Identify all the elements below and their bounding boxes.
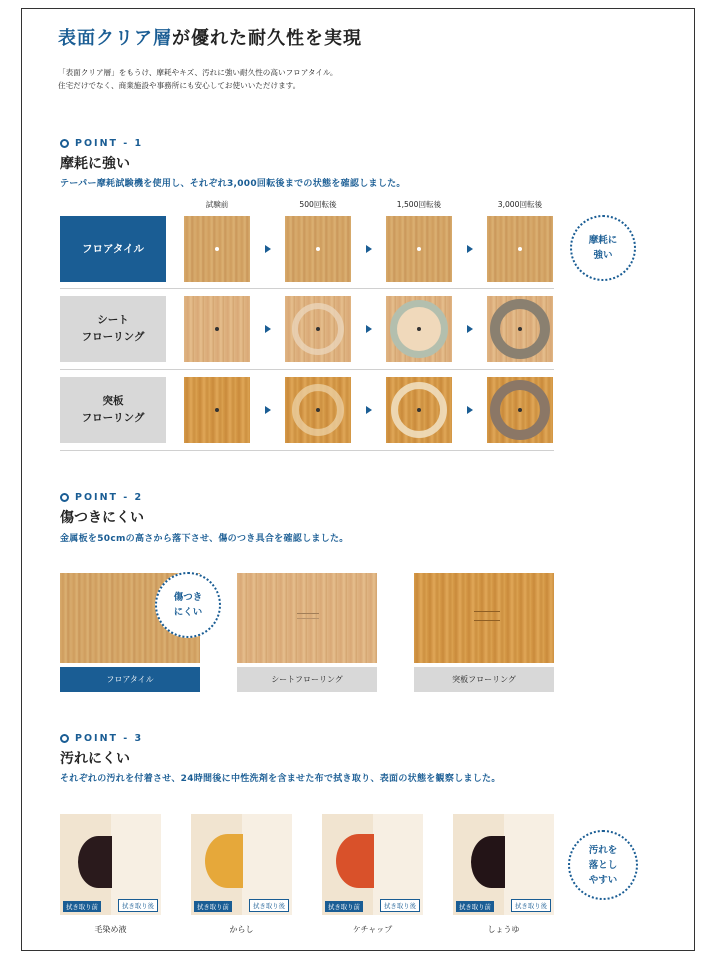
arrow-right-icon — [467, 245, 473, 253]
sample-floor-tile-500 — [285, 216, 351, 282]
badge-text: 強い — [593, 250, 613, 261]
column-header: 500回転後 — [299, 200, 337, 209]
point3-heading: 汚れにくい — [60, 751, 130, 767]
tag-before-wipe: 拭き取り前 — [63, 901, 101, 912]
point-marker-icon — [60, 734, 69, 743]
point2-heading: 傷つきにくい — [60, 510, 144, 526]
intro-line-1: 「表面クリア層」をもうけ、摩耗やキズ、汚れに強い耐久性の高いフロアタイル。 — [58, 68, 338, 77]
row-divider — [60, 450, 554, 451]
tag-after-wipe: 拭き取り後 — [511, 899, 551, 912]
stain-sample-hair-dye — [60, 814, 161, 915]
scratch-mark — [297, 613, 319, 619]
arrow-right-icon — [265, 245, 271, 253]
badge-text: 摩耗に — [588, 235, 618, 246]
point1-label-text: POINT - 1 — [75, 138, 144, 149]
point2-label — [60, 492, 143, 503]
row-label-veneer-flooring — [60, 377, 166, 443]
label-veneer-flooring: 突板フローリング — [414, 667, 554, 692]
page-frame — [21, 8, 695, 951]
sample-sheet-before — [184, 296, 250, 362]
row-label-text: 突板 — [102, 395, 124, 407]
badge-text: 汚れを — [588, 844, 618, 856]
badge-abrasion-resistant — [570, 215, 636, 281]
arrow-right-icon — [265, 406, 271, 414]
badge-scratch-resistant — [155, 572, 221, 638]
row-label-sheet-flooring — [60, 296, 166, 362]
stain-blob — [336, 834, 374, 888]
row-label-text: フローリング — [81, 412, 145, 424]
column-header: 試験前 — [205, 200, 229, 209]
intro-line-2: 住宅だけでなく、商業施設や事務所にも安心してお使いいただけます。 — [58, 81, 301, 90]
sample-sheet-1500 — [386, 296, 452, 362]
badge-text: 傷つき — [173, 592, 203, 603]
sample-veneer-1500 — [386, 377, 452, 443]
stain-blob — [205, 834, 243, 888]
stain-caption: ケチャップ — [352, 925, 393, 934]
stain-sample-mustard — [191, 814, 292, 915]
row-divider — [60, 369, 554, 370]
sample-veneer-before — [184, 377, 250, 443]
stain-sample-ketchup — [322, 814, 423, 915]
point-marker-icon — [60, 493, 69, 502]
title-rest: が優れた耐久性を実現 — [172, 28, 362, 49]
point3-label — [60, 733, 143, 744]
row-label-text: シート — [97, 314, 129, 326]
column-header: 3,000回転後 — [497, 200, 543, 209]
label-sheet-flooring: シートフローリング — [237, 667, 377, 692]
scratch-sample-sheet — [237, 573, 377, 663]
sample-sheet-3000 — [487, 296, 553, 362]
title-highlight: 表面クリア層 — [58, 28, 172, 49]
stain-caption: しょうゆ — [487, 925, 520, 934]
tag-after-wipe: 拭き取り後 — [380, 899, 420, 912]
sample-veneer-500 — [285, 377, 351, 443]
sample-floor-tile-before — [184, 216, 250, 282]
tag-before-wipe: 拭き取り前 — [456, 901, 494, 912]
stain-caption: 毛染め液 — [94, 925, 127, 934]
stain-sample-soy-sauce — [453, 814, 554, 915]
sample-floor-tile-3000 — [487, 216, 553, 282]
label-floor-tile: フロアタイル — [60, 667, 200, 692]
tag-before-wipe: 拭き取り前 — [194, 901, 232, 912]
point1-label — [60, 138, 143, 149]
point1-heading: 摩耗に強い — [60, 156, 130, 172]
badge-text: にくい — [173, 607, 203, 618]
tag-before-wipe: 拭き取り前 — [325, 901, 363, 912]
point3-description: それぞれの汚れを付着させ、24時間後に中性洗剤を含ませた布で拭き取り、表面の状態を観察しました。 — [60, 774, 501, 784]
arrow-right-icon — [467, 325, 473, 333]
sample-floor-tile-1500 — [386, 216, 452, 282]
stain-caption: からし — [229, 925, 254, 934]
page-title — [58, 24, 362, 50]
stain-blob — [78, 836, 112, 888]
scratch-mark — [474, 611, 500, 621]
arrow-right-icon — [467, 406, 473, 414]
point2-label-text: POINT - 2 — [75, 492, 144, 503]
tag-after-wipe: 拭き取り後 — [118, 899, 158, 912]
row-label-text: フロアタイル — [81, 242, 145, 255]
badge-text: やすい — [588, 874, 618, 886]
column-header: 1,500回転後 — [396, 200, 442, 209]
row-label-text: フローリング — [81, 331, 145, 343]
sample-veneer-3000 — [487, 377, 553, 443]
point2-description: 金属板を50cmの高さから落下させ、傷のつき具合を確認しました。 — [60, 534, 349, 544]
scratch-sample-veneer — [414, 573, 554, 663]
badge-stain-resistant — [568, 830, 638, 900]
intro-text — [58, 66, 337, 92]
arrow-right-icon — [265, 325, 271, 333]
point-marker-icon — [60, 139, 69, 148]
row-label-floor-tile — [60, 216, 166, 282]
sample-sheet-500 — [285, 296, 351, 362]
row-divider — [60, 288, 554, 289]
tag-after-wipe: 拭き取り後 — [249, 899, 289, 912]
stain-blob — [471, 836, 505, 888]
badge-text: 落とし — [588, 859, 618, 871]
arrow-right-icon — [366, 245, 372, 253]
point1-description: テーパー摩耗試験機を使用し、それぞれ3,000回転後までの状態を確認しました。 — [60, 179, 406, 189]
arrow-right-icon — [366, 406, 372, 414]
point3-label-text: POINT - 3 — [75, 733, 144, 744]
arrow-right-icon — [366, 325, 372, 333]
